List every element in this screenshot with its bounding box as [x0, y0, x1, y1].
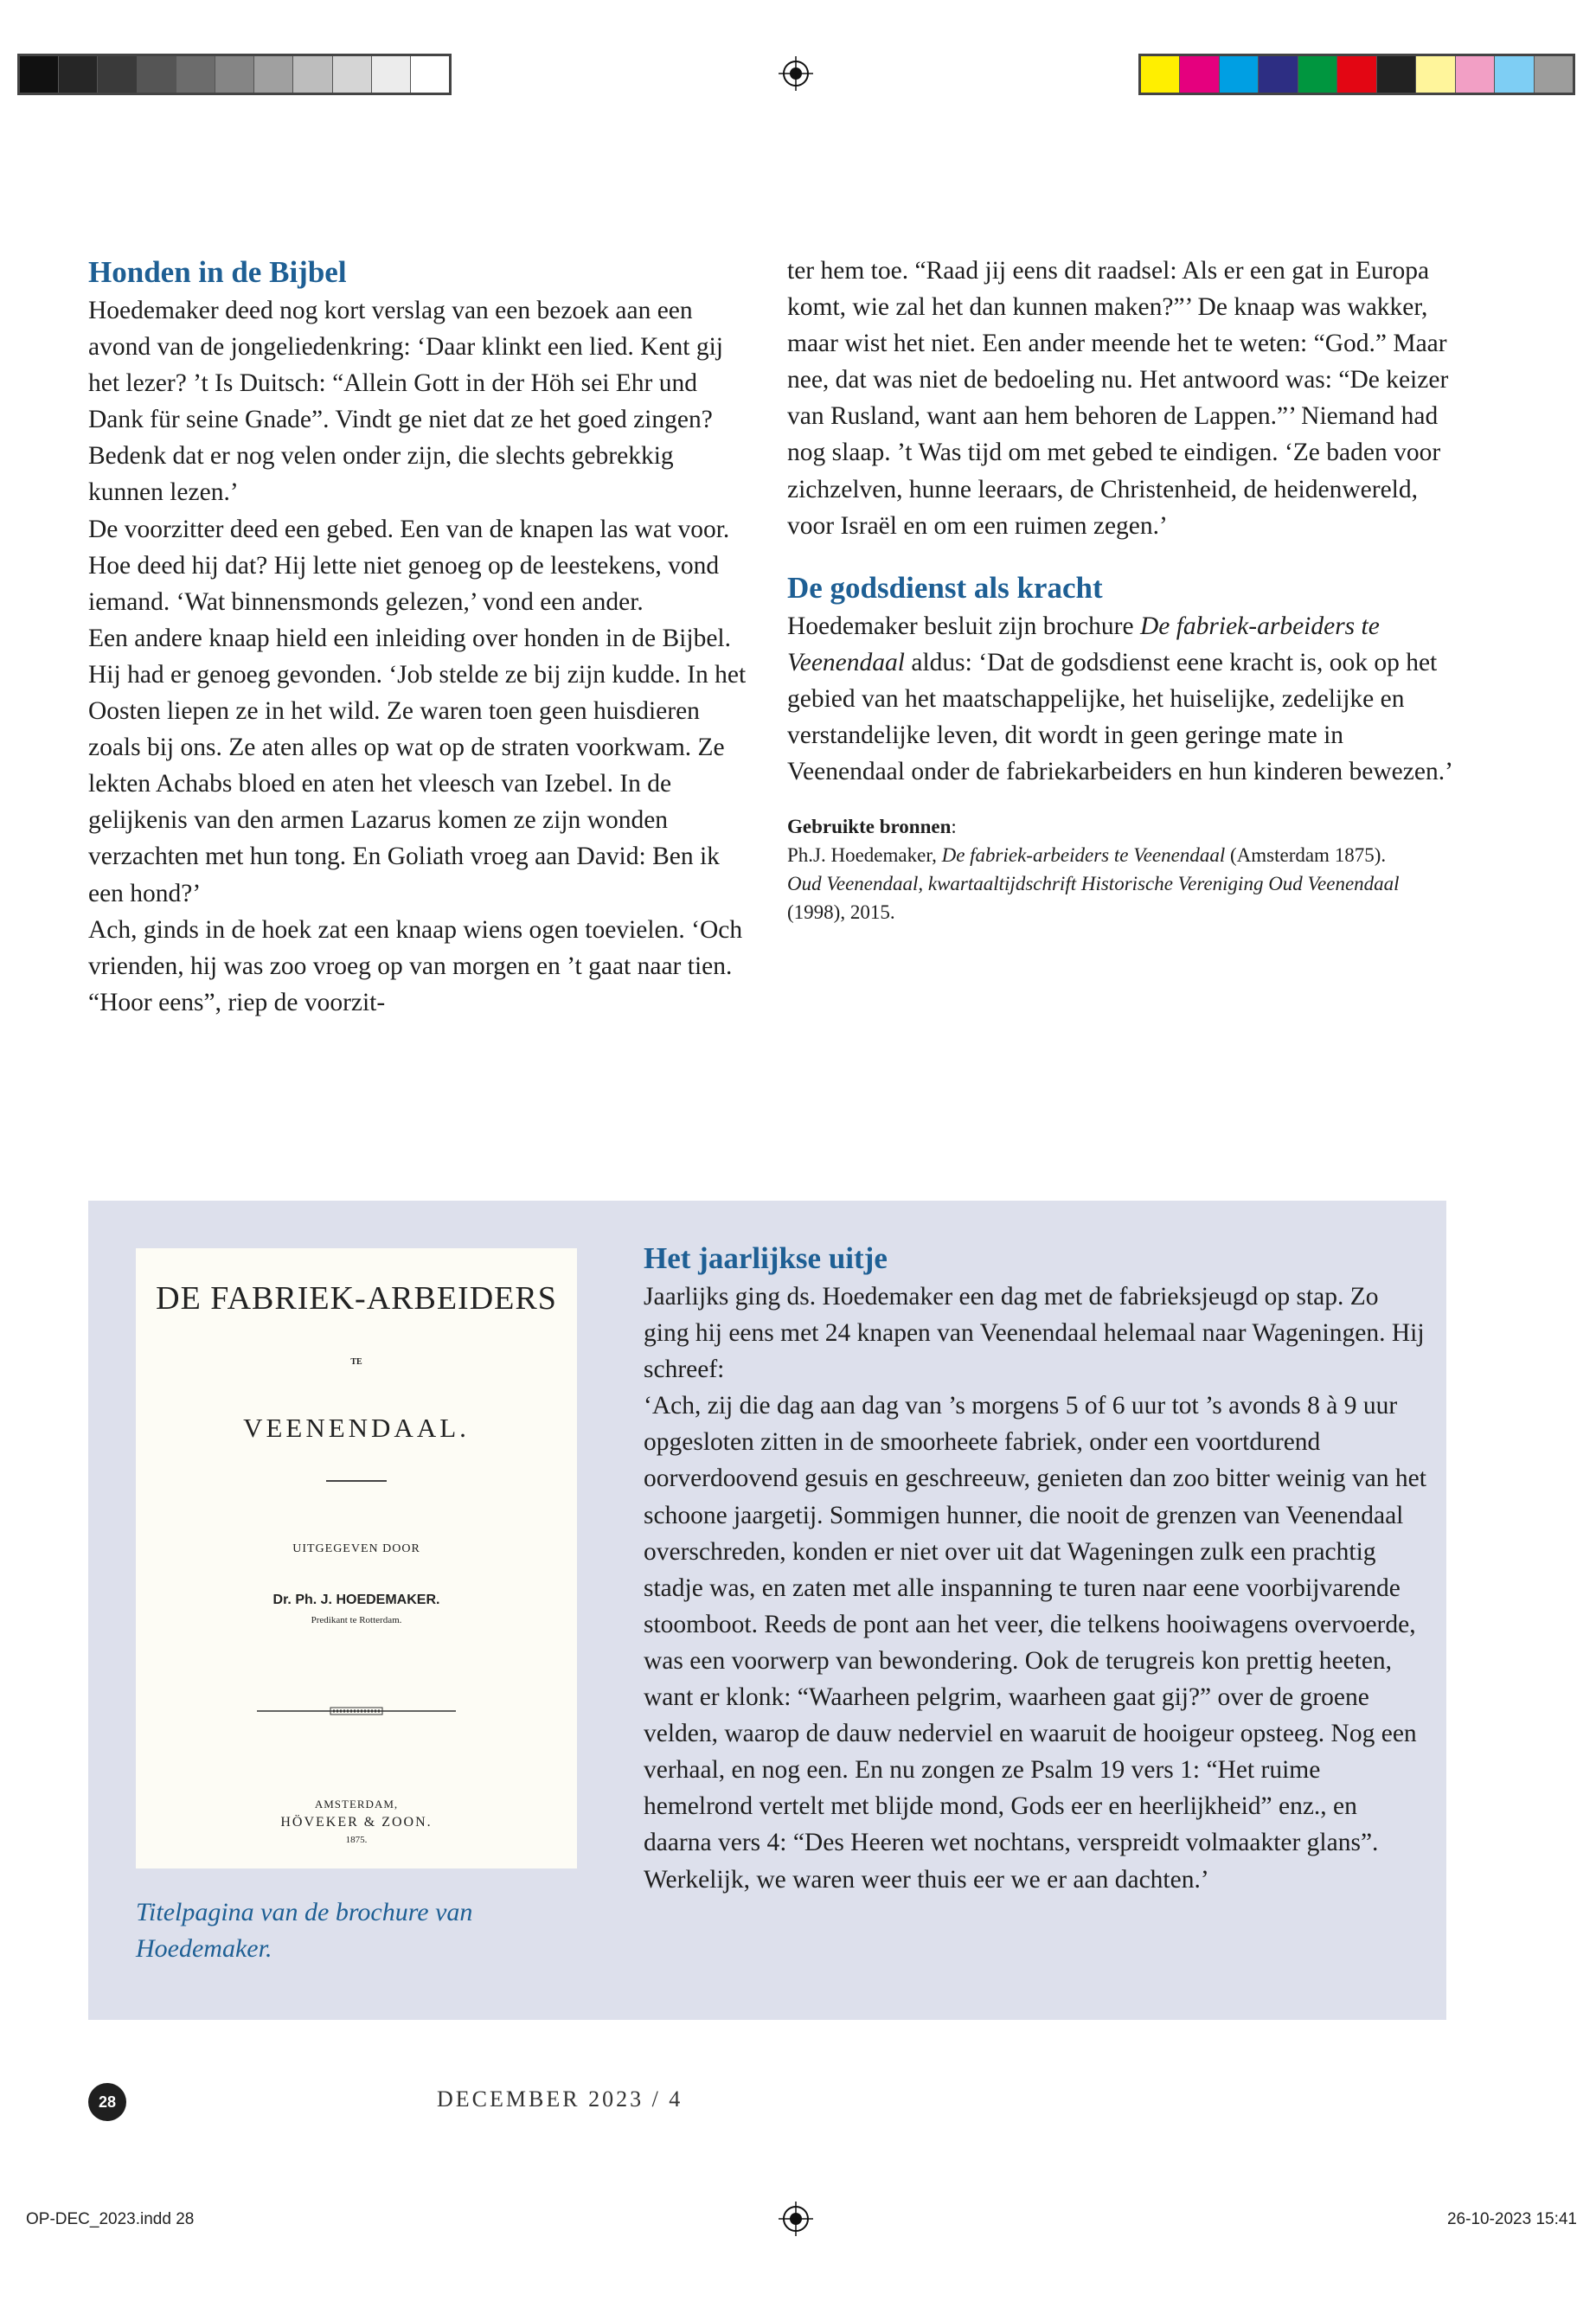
gray-swatch: [372, 56, 411, 93]
section-heading-uitje: Het jaarlijkse uitje: [644, 1241, 888, 1275]
gray-swatch: [411, 56, 449, 93]
color-swatch: [1298, 56, 1337, 93]
paragraph: Jaarlijks ging ds. Hoedemaker een dag met de fabrieksjeugd op stap. Zo ging hij eens met 24 knapen van Veenendaal helemaal naar Wageningen. Hij schreef:: [644, 1283, 1425, 1384]
paragraph: De voorzitter deed een gebed. Een van de knapen las wat voor. Hoe deed hij dat? Hij lette niet genoeg op de leestekens, vond iemand. ‘Wat binnensmonds gelezen,’ vond een ander.: [88, 515, 730, 616]
cover-rule: [326, 1480, 387, 1482]
gray-swatch: [333, 56, 372, 93]
paragraph-continuation: ter hem toe. “Raad jij eens dit raadsel: Als er een gat in Europa komt, wie zal het dan kunnen maken?”’ De knaap was wakker, maar wist het niet. Een ander meende het te weten: “God.” Maar nee, dat was niet de bedoeling nu. Het antwoord was: “De keizer van Rusland, want aan hem behoren de Lappen.”’ Niemand had nog slaap. ’t Was tijd om met gebed te eindigen. ‘Ze baden voor zichzelven, hunne leeraars, de Christenheid, de heidenwereld, voor Israël en om een ruimen zegen.’: [787, 257, 1449, 540]
gray-swatch: [20, 56, 59, 93]
gray-swatch: [59, 56, 98, 93]
paragraph: Een andere knaap hield een inleiding over honden in de Bijbel. Hij had er genoeg gevonden. ‘Job stelde ze bij zijn kudde. In het Oosten liepen ze in het wild. Ze waren toen geen huisdieren zoals bij ons. Ze aten alles op wat op de straten voorkwam. Ze lekten Achabs bloed en aten het vleesch van Izebel. In de gelijkenis van den armen Lazarus komen ze zijn wonden verzachten met hun tong. En Goliath vroeg aan David: Ben ik een hond?’: [88, 624, 747, 907]
registration-mark-icon: [779, 56, 813, 91]
gray-swatch: [293, 56, 332, 93]
paragraph: Ach, ginds in de hoek zat een knaap wiens ogen toevielen. ‘Och vrienden, hij was zoo vroeg op van morgen en ’t gaat naar tien. “Hoor eens”, riep de voorzit-: [88, 915, 743, 1016]
brochure-title: De fabriek-arbeiders te Veenendaal: [787, 612, 1380, 676]
color-swatch: [1337, 56, 1376, 93]
image-caption: Titelpagina van de brochure van Hoedemaker.: [136, 1898, 473, 1963]
paragraph: ‘Ach, zij die dag aan dag van ’s morgens 5 of 6 uur tot ’s avonds 8 à 9 uur opgesloten zitten in de smoorheete fabriek, onder een voortdurend oorverdoovend gesuis en geschreeuw, genieten dan zoo bitter weinig van het schoone jaargetij. Sommigen hunner, die nooit de grenzen van Veenendaal overschreden, konden er niet over uit dat Wageningen zulk een prachtig stadje was, en zaten met alle inspanning te turen naar eene voorbijvarende stoomboot. Reeds de pont aan het veer, die telkens hooiwagens overvoerde, was een voorwerp van bewondering. Ook de terugreis kon prettig heeten, want er klonk: “Waarheen pelgrim, waarheen gaat gij?” over de groene velden, waarop de dauw nederviel en waaruit de hooigeur opsteeg. Nog een verhaal, en nog een. En nu zongen ze Psalm 19 vers 1: “Het ruime hemelrond vertelt met blijde mond, Gods eer en heerlijkheid” enz., en daarna vers 4: “Des Heeren wet nochtans, verspreidt volmaakter glans”. Werkelijk, we waren weer thuis eer we er aan dachten.’: [644, 1392, 1426, 1894]
source-item: Ph.J. Hoedemaker, De fabriek-arbeiders te Veenendaal (Amsterdam 1875).: [787, 844, 1387, 867]
registration-mark-icon: [779, 2202, 813, 2236]
cover-place: VEENENDAAL.: [243, 1413, 470, 1443]
paragraph: Hoedemaker besluit zijn brochure De fabriek-arbeiders te Veenendaal aldus: ‘Dat de godsdienst eene kracht is, ook op het gebied van het maatschappelijke, het huiselijke, zedelijke en verstandelijke leven, dit wordt in geen geringe mate in Veenendaal onder de fabriekarbeiders en hun kinderen bewezen.’: [787, 612, 1453, 786]
page-number-badge: 28: [88, 2083, 126, 2121]
color-swatch: [1141, 56, 1180, 93]
cover-publisher: HÖVEKER & ZOON.: [280, 1815, 433, 1830]
color-swatch: [1456, 56, 1495, 93]
box-text-column: [644, 1239, 1426, 1898]
color-swatch: [1220, 56, 1259, 93]
grayscale-calibration-bar: [17, 54, 452, 95]
gray-swatch: [215, 56, 254, 93]
article-right-column: [787, 253, 1458, 926]
color-calibration-bar: [1138, 54, 1575, 95]
gray-swatch: [254, 56, 293, 93]
brochure-title-page-image: DE FABRIEK-ARBEIDERS TE VEENENDAAL. UITGEGEVEN DOOR Dr. Ph. J. HOEDEMAKER. Predikant te Rotterdam. AMSTERDAM, HÖVEKER & ZOON. 1875.: [136, 1248, 577, 1868]
cover-author: Dr. Ph. J. HOEDEMAKER.: [272, 1593, 440, 1607]
article-left-column: [88, 253, 754, 1021]
gray-swatch: [176, 56, 215, 93]
cover-title: DE FABRIEK-ARBEIDERS: [156, 1280, 557, 1317]
color-swatch: [1416, 56, 1455, 93]
color-swatch: [1377, 56, 1416, 93]
issue-label: DECEMBER 2023 / 4: [437, 2086, 683, 2112]
gray-swatch: [98, 56, 137, 93]
paragraph: Hoedemaker deed nog kort verslag van een bezoek aan een avond van de jongeliedenkring: ‘Daar klinkt een lied. Kent gij het lezer? ’t Is Duitsch: “Allein Gott in der Höh sei Ehr und Dank für seine Gnade”. Vindt ge niet dat ze het goed zingen? Bedenk dat er nog velen onder zijn, die slechts gebrekkig kunnen lezen.’: [88, 297, 723, 507]
color-swatch: [1495, 56, 1534, 93]
sources-block: Gebruikte bronnen: Ph.J. Hoedemaker, De fabriek-arbeiders te Veenendaal (Amsterdam 1875). Oud Veenendaal, kwartaaltijdschrift Historische Vereniging Oud Veenendaal (1998), 2015.: [787, 812, 1458, 926]
section-heading-godsdienst: De godsdienst als kracht: [787, 570, 1103, 605]
ornament-rule-icon: [257, 1707, 456, 1715]
sources-label: Gebruikte bronnen: [787, 816, 952, 838]
color-swatch: [1259, 56, 1298, 93]
section-heading-honden: Honden in de Bijbel: [88, 255, 347, 289]
color-swatch: [1535, 56, 1573, 93]
color-swatch: [1180, 56, 1219, 93]
date-slug: 26-10-2023 15:41: [1446, 2210, 1577, 2228]
gray-swatch: [138, 56, 176, 93]
file-slug: OP-DEC_2023.indd 28: [26, 2210, 195, 2228]
source-item: Oud Veenendaal, kwartaaltijdschrift Historische Vereniging Oud Veenendaal (1998), 2015.: [787, 873, 1400, 924]
